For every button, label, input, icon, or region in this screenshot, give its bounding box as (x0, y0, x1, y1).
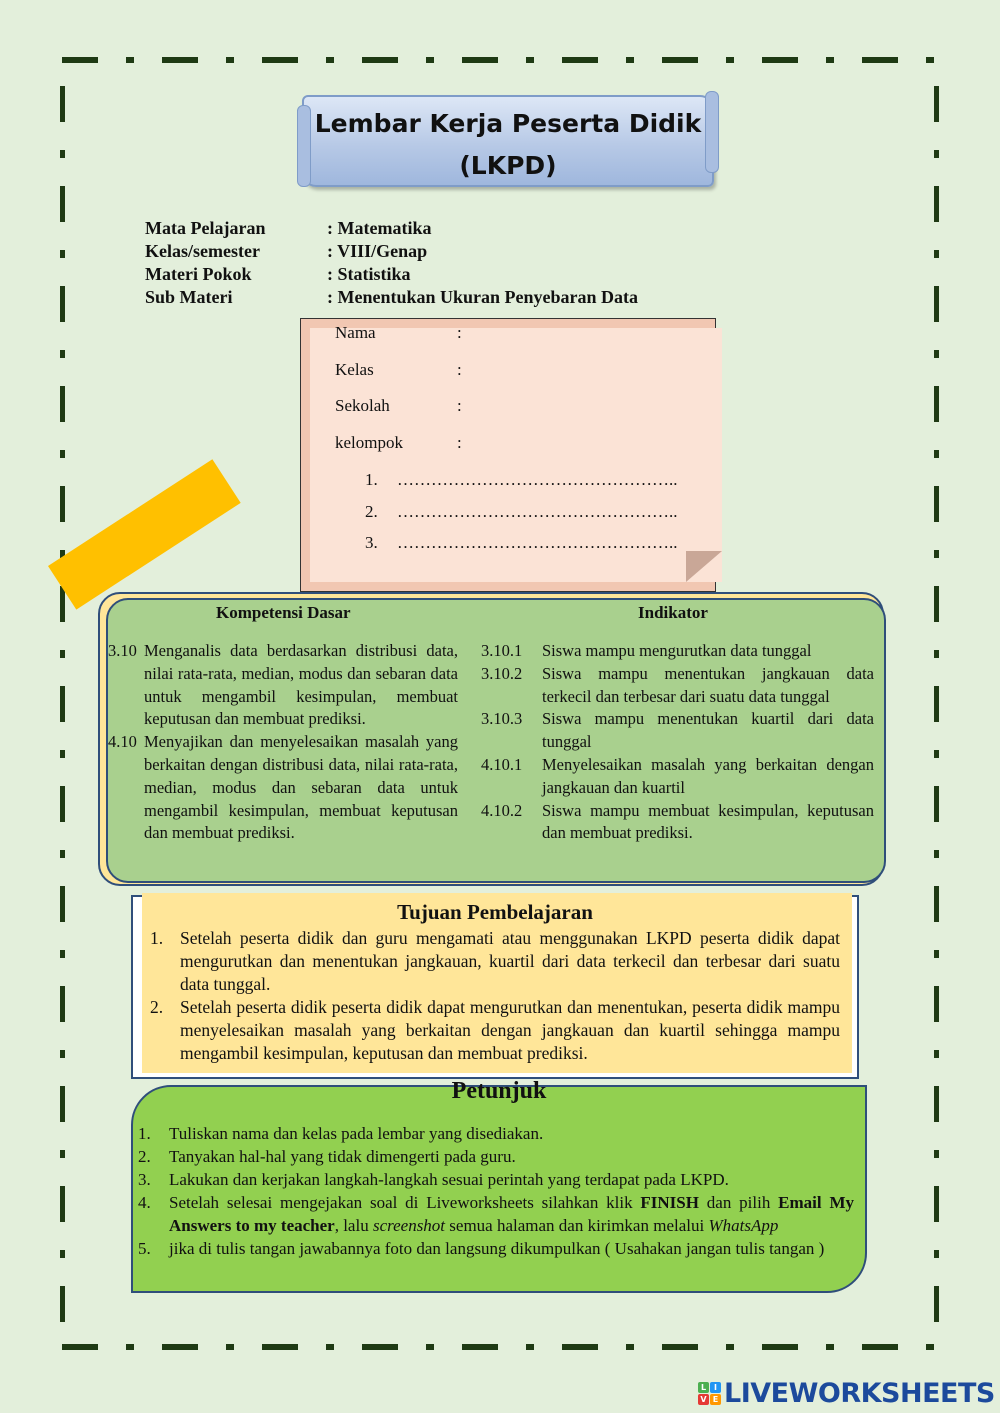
instruction-item (138, 1145, 854, 1168)
field-sep: : (457, 323, 462, 342)
info-value: : Statistika (327, 264, 411, 284)
kd-list (108, 640, 458, 845)
identity-field-class[interactable] (335, 360, 462, 397)
info-label: Sub Materi (145, 287, 233, 307)
indicator-item (481, 640, 874, 663)
indicator-text: Siswa mampu membuat kesimpulan, keputusan dan membuat prediksi. (542, 800, 874, 843)
title-banner (302, 95, 714, 187)
info-row (145, 240, 638, 263)
instruction-text: Lakukan dan kerjakan langkah-langkah sesuai perintah yang terdapat pada LKPD. (169, 1170, 729, 1189)
objective-item (150, 996, 840, 1065)
instruction-item (138, 1191, 854, 1237)
objective-item (150, 927, 840, 996)
indicator-text: Siswa mampu menentukan kuartil dari data tunggal (542, 709, 874, 752)
info-label: Materi Pokok (145, 264, 252, 284)
mark-tile: L (698, 1382, 709, 1393)
kd-item (108, 640, 458, 731)
tape-decoration (48, 459, 241, 609)
indicator-text: Siswa mampu menentukan jangkauan data terkecil dan terbesar dari suatu data tunggal (542, 663, 874, 706)
member-blank: ………………………………………….. (397, 470, 678, 489)
objective-num: 2. (150, 997, 164, 1017)
title-line-2: (LKPD) (459, 151, 557, 180)
field-label: Nama (335, 323, 376, 342)
member-num: 1. (365, 470, 378, 489)
instruction-text-part: dan pilih (698, 1193, 779, 1212)
kd-num: 3.10 (108, 641, 137, 660)
instruction-item (138, 1122, 854, 1145)
indicator-text: Menyelesaikan masalah yang berkaitan dengan jangkauan dan kuartil (542, 754, 874, 797)
info-value: : Matematika (327, 218, 432, 238)
field-label: kelompok (335, 432, 403, 452)
finish-keyword: FINISH (640, 1193, 699, 1212)
instruction-item (138, 1237, 854, 1260)
instruction-text-part: , lalu (334, 1216, 373, 1235)
instruction-text-part: semua halaman dan kirimkan melalui (445, 1216, 709, 1235)
indicator-num: 4.10.1 (481, 754, 523, 774)
member-line[interactable] (365, 502, 678, 534)
indicator-list (481, 640, 874, 845)
kd-text: Menganalis data berdasarkan distribusi data, nilai rata-rata, median, modus dan sebaran data untuk mengambil kesimpulan, membuat keputusan dan membuat prediksi. (144, 641, 458, 729)
info-label: Mata Pelajaran (145, 218, 266, 238)
instruction-text-part: Setelah selesai mengejakan soal di Liveworksheets silahkan klik (169, 1193, 641, 1212)
screenshot-keyword: screenshot (372, 1216, 446, 1235)
kd-text: Menyajikan dan menyelesaikan masalah yang berkaitan dengan distribusi data, nilai rata-rata, median, modus dan sebaran data untuk mengambil kesimpulan, membuat keputusan dan membuat prediksi. (144, 732, 458, 843)
identity-field-school[interactable] (335, 396, 462, 433)
mark-tile: E (710, 1394, 721, 1405)
liveworksheets-logo[interactable] (698, 1378, 995, 1409)
group-members (365, 470, 678, 565)
kd-num: 4.10 (108, 732, 137, 752)
instruction-num: 3. (138, 1170, 151, 1189)
indicator-item (481, 800, 874, 846)
indicator-text: Siswa mampu mengurutkan data tunggal (542, 641, 812, 660)
field-label: Kelas (335, 359, 374, 379)
mark-tile: V (698, 1394, 709, 1405)
indicator-num: 3.10.1 (481, 641, 523, 660)
identity-field-name[interactable] (335, 323, 462, 360)
info-row (145, 286, 638, 309)
title-line-1: Lembar Kerja Peserta Didik (314, 109, 702, 138)
scroll-curl-right (705, 91, 719, 173)
instruction-num: 4. (138, 1193, 151, 1212)
indicator-num: 3.10.2 (481, 663, 523, 683)
objective-text: Setelah peserta didik peserta didik dapat mengurutkan dan menentukan, peserta didik mampu menyelesaikan masalah yang berkaitan dengan jangkauan dan kuartil sehingga mampu mengambil kesimpulan, keputusan dan membuat prediksi. (180, 997, 840, 1063)
instructions-title: Petunjuk (451, 1078, 547, 1104)
indicator-num: 3.10.3 (481, 709, 523, 729)
email-keyword: Email My Answers to my teacher (169, 1193, 854, 1235)
member-blank: ………………………………………….. (397, 501, 678, 521)
indicator-item (481, 663, 874, 709)
info-value: : VIII/Genap (327, 241, 428, 261)
instruction-text: Tanyakan hal-hal yang tidak dimengerti pada guru. (169, 1147, 516, 1166)
member-line[interactable] (365, 470, 678, 502)
whatsapp-keyword: WhatsApp (708, 1216, 779, 1235)
field-label: Sekolah (335, 396, 390, 415)
field-sep: : (457, 359, 462, 379)
subject-info (145, 217, 638, 309)
objective-num: 1. (150, 928, 164, 948)
border-bottom (62, 1344, 938, 1350)
identity-field-group[interactable] (335, 433, 462, 470)
member-blank: ………………………………………….. (397, 533, 678, 552)
border-top (62, 57, 938, 63)
indicator-item (481, 708, 874, 754)
instruction-text (169, 1191, 854, 1237)
objective-text: Setelah peserta didik dan guru mengamati atau menggunakan LKPD peserta didik dapat mengurutkan dan menentukan jangkauan, kuartil dari data terkecil dan terbesar dari suatu data tunggal. (180, 928, 840, 994)
info-value: : Menentukan Ukuran Penyebaran Data (327, 287, 639, 307)
page-curl-icon (686, 551, 722, 582)
mark-tile: I (710, 1382, 721, 1393)
instruction-num: 5. (138, 1239, 151, 1258)
border-left (60, 86, 65, 1348)
info-label: Kelas/semester (145, 241, 260, 261)
logo-text: LIVEWORKSHEETS (724, 1378, 995, 1409)
field-sep: : (457, 396, 462, 415)
objectives-list (150, 927, 840, 1065)
info-row (145, 263, 638, 286)
identity-fields (335, 323, 462, 469)
objectives-title: Tujuan Pembelajaran (397, 900, 593, 924)
kd-title: Kompetensi Dasar (216, 603, 351, 622)
indicator-num: 4.10.2 (481, 800, 523, 820)
field-sep: : (457, 432, 462, 452)
instruction-num: 1. (138, 1124, 151, 1143)
instruction-text: jika di tulis tangan jawabannya foto dan langsung dikumpulkan ( Usahakan jangan tulis tangan ) (169, 1239, 825, 1258)
instructions-list (138, 1122, 854, 1260)
scroll-curl-left (297, 105, 311, 187)
member-num: 3. (365, 533, 378, 552)
member-line[interactable] (365, 533, 678, 565)
liveworksheets-mark-icon (698, 1382, 721, 1405)
indicator-item (481, 754, 874, 800)
instruction-text: Tuliskan nama dan kelas pada lembar yang disediakan. (169, 1124, 544, 1143)
member-num: 2. (365, 501, 378, 521)
instruction-num: 2. (138, 1147, 151, 1166)
instruction-item (138, 1168, 854, 1191)
indicator-title: Indikator (638, 603, 708, 622)
info-row (145, 217, 638, 240)
kd-item (108, 731, 458, 845)
border-right (934, 86, 939, 1348)
